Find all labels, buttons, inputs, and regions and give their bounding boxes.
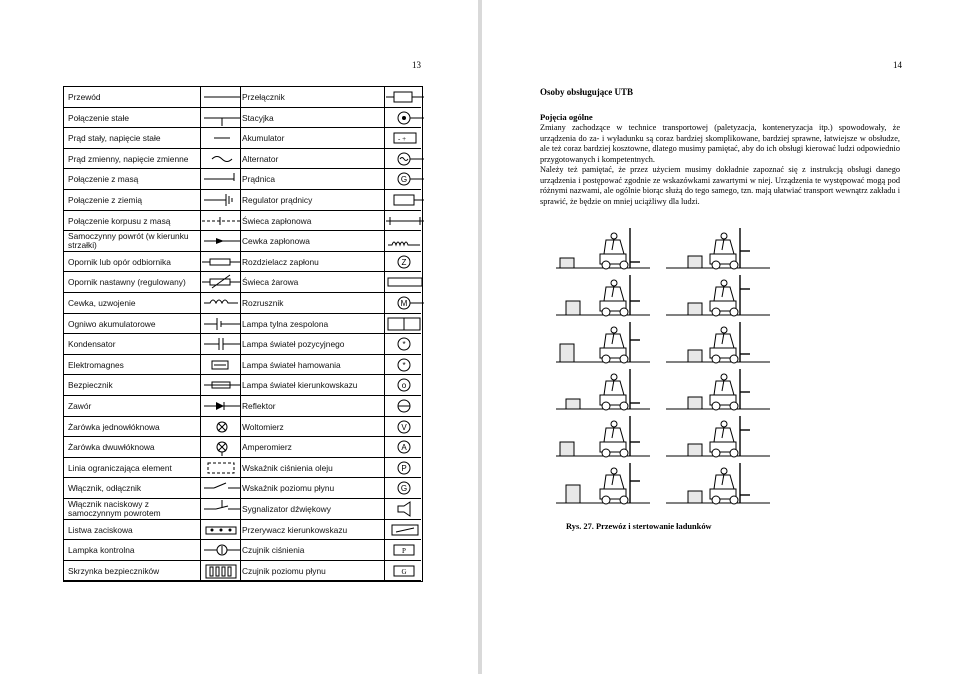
electrical-symbol-icon [384,419,422,435]
symbol-label: Świeca żarowa [242,277,299,288]
svg-text:o: o [401,381,407,391]
load-box [688,256,702,268]
table-row [64,272,421,293]
electrical-symbol-icon [200,130,240,146]
column-divider [240,252,241,272]
column-divider [240,149,241,169]
electrical-symbol-icon [384,151,422,167]
table-row [64,190,421,211]
left-page [0,0,478,674]
column-divider [240,355,241,375]
electrical-symbol-icon [200,316,240,332]
symbol-label: Włącznik naciskowy z samoczynnym powrotem [68,499,161,518]
table-row [64,355,421,376]
load-box [688,303,702,315]
table-row [64,314,421,335]
symbol-label: Żarówka dwuwłóknowa [68,442,155,453]
column-divider [240,437,241,457]
electrical-symbol-icon [384,563,422,579]
electrical-symbol-icon [384,192,422,208]
symbol-label: Linia ograniczająca element [68,462,172,473]
svg-text:P: P [402,547,406,556]
symbol-label: Listwa zaciskowa [68,524,133,535]
section-title: Osoby obsługujące UTB [540,87,634,97]
load-box [566,485,580,503]
electrical-symbol-icon [384,439,422,455]
table-row [64,108,421,129]
svg-text:A: A [401,443,407,453]
symbol-label: Prądnica [242,174,276,185]
load-box [566,399,580,409]
electrical-symbol-icon [384,480,422,496]
table-row [64,499,421,520]
symbol-label: Bezpiecznik [68,380,113,391]
svg-text:*: * [402,360,406,370]
symbol-label: Przewód [68,92,101,102]
svg-text:G: G [400,175,408,185]
symbol-label: Samoczynny powrót (w kierunku strzałki) [68,231,189,251]
column-divider [240,314,241,334]
symbol-label: Prąd zmienny, napięcie zmienne [68,153,189,164]
electrical-symbol-icon [200,501,240,517]
table-row [64,396,421,417]
symbol-label: Przerywacz kierunkowskazu [242,524,348,535]
electrical-symbol-icon [200,192,240,208]
electrical-symbol-icon [384,542,422,558]
electrical-symbol-icon [200,439,240,455]
symbol-label: Włącznik, odłącznik [68,483,142,494]
svg-text:G: G [400,484,408,494]
table-row [64,211,421,232]
symbol-label: Lampa świateł pozycyjnego [242,339,345,350]
symbol-label: Akumulator [242,133,285,144]
table-row [64,149,421,170]
symbol-label: Kondensator [68,339,116,350]
symbol-label: Połączenie z ziemią [68,195,143,205]
electrical-symbol-icon [384,522,422,538]
symbol-label: Skrzynka bezpieczników [68,565,160,576]
symbol-label: Połączenie korpusu z masą [68,215,171,226]
page-number: 14 [893,60,902,70]
paragraph: Należy też pamiętać, że przez użyciem musimy dokładnie zapoznać się z instrukcją obsługi danego urządzenia i postępować zgodnie ze wskazówkami zawartymi w niej. Urządzenia te występować mogą pod różnymi nazwami, ale ogólnie biorąc służą do tego samego, tzn. mają ułatwiać transport wewnątrz zakładu i sprawić, że będzie on mniej uciążliwy dla ludzi. [540,165,900,206]
load-box [560,442,574,456]
electrical-symbol-icon [200,171,240,187]
column-divider [240,520,241,540]
electrical-symbol-icon [384,171,422,187]
electrical-symbol-icon [384,295,422,311]
symbol-label: Rozrusznik [242,298,284,308]
column-divider [240,375,241,395]
electrical-symbol-icon [384,316,422,332]
symbol-label: Lampka kontrolna [68,545,135,556]
electrical-symbol-icon [384,130,422,146]
symbol-label: Lampa tylna zespolona [242,318,329,329]
table-row [64,293,421,314]
paragraph: Zmiany zachodzące w technice transportowej (paletyzacja, konteneryzacja itp.) spowodowały, że urządzenia do za- i wyładunku są coraz bardziej skomplikowane, bardziej sprawne, łatwiejsze w obsłudze, ale też coraz bardziej kosztowne, dlatego musimy pamiętać, aby do ich obsługi kierować ludzi odpowiednio przygotowanych i kompetentnych. [540,123,900,164]
electrical-symbol-icon [200,563,240,579]
electrical-symbol-icon [200,274,240,290]
table-row [64,437,421,458]
electrical-symbol-icon [200,377,240,393]
electrical-symbol-icon [200,89,240,105]
electrical-symbol-icon [200,151,240,167]
column-divider [240,334,241,354]
table-row [64,252,421,273]
symbol-label: Zawór [68,401,92,411]
symbol-label: Opornik lub opór odbiornika [68,256,171,267]
column-divider [240,499,241,519]
table-row [64,561,421,582]
figure-caption: Rys. 27. Przewóz i stertowanie ładunków [566,522,712,531]
table-row [64,334,421,355]
table-row [64,128,421,149]
column-divider [240,211,241,231]
column-divider [240,87,241,107]
load-box [560,344,574,362]
electrical-symbol-icon [200,233,240,249]
symbol-label: Prąd stały, napięcie stałe [68,133,161,144]
electrical-symbol-icon [200,295,240,311]
symbol-label: Cewka zapłonowa [242,236,310,247]
electrical-symbol-icon [384,110,422,126]
electrical-symbol-icon [200,460,240,476]
column-divider [240,293,241,313]
column-divider [240,108,241,128]
symbol-label: Lampa świateł hamowania [242,359,341,370]
symbol-label: Połączenie z masą [68,174,139,185]
electrical-symbol-icon [384,357,422,373]
forklift-illustration [538,222,818,520]
load-box [688,444,702,456]
svg-text:V: V [401,422,407,432]
column-divider [240,540,241,560]
column-divider [240,128,241,148]
table-row [64,520,421,541]
symbol-label: Opornik nastawny (regulowany) [68,277,186,288]
column-divider [240,190,241,210]
svg-text:*: * [402,340,406,350]
svg-text:M: M [400,299,408,308]
column-divider [240,231,241,251]
column-divider [240,561,241,581]
electrical-symbol-icon [384,336,422,352]
electrical-symbol-icon [384,89,422,105]
symbol-label: Lampa świateł kierunkowskazu [242,380,358,391]
electrical-symbol-icon [384,460,422,476]
column-divider [240,169,241,189]
symbol-label: Elektromagnes [68,359,124,370]
section-subtitle: Pojęcia ogólne [540,112,593,122]
symbol-label: Woltomierz [242,421,284,432]
table-row [64,417,421,438]
electrical-symbol-icon [200,398,240,414]
electrical-symbol-icon [384,377,422,393]
electrical-symbol-icon [200,336,240,352]
table-row [64,169,421,190]
load-box [566,301,580,315]
electrical-symbol-icon [200,522,240,538]
symbol-label: Przełącznik [242,92,285,102]
svg-text:G: G [401,567,407,576]
electrical-symbol-icon [384,233,422,249]
symbol-label: Amperomierz [242,442,292,453]
symbol-label: Czujnik poziomu płynu [242,565,326,576]
table-row [64,540,421,561]
load-box [560,258,574,268]
column-divider [240,478,241,498]
symbol-label: Wskaźnik ciśnienia oleju [242,462,333,473]
symbol-label: Rozdzielacz zapłonu [242,256,319,267]
electrical-symbol-icon [200,213,240,229]
electrical-symbol-icon [200,110,240,126]
column-divider [240,417,241,437]
table-row [64,375,421,396]
electrical-symbol-icon [200,254,240,270]
table-row [64,87,421,108]
load-box [688,397,702,409]
column-divider [240,272,241,292]
electrical-symbol-icon [384,274,422,290]
symbol-label: Ogniwo akumulatorowe [68,318,156,329]
symbol-label: Regulator prądnicy [242,195,313,205]
svg-text:- +: - + [398,135,407,144]
electrical-symbol-icon [384,501,422,517]
symbol-label: Alternator [242,153,279,164]
electrical-symbols-table [63,86,423,582]
column-divider [240,396,241,416]
table-row [64,478,421,499]
symbol-label: Cewka, uzwojenie [68,298,136,308]
svg-text:Z: Z [401,257,407,267]
symbol-label: Wskaźnik poziomu płynu [242,483,335,494]
electrical-symbol-icon [384,254,422,270]
right-page [482,0,960,674]
electrical-symbol-icon [200,419,240,435]
electrical-symbol-icon [200,542,240,558]
load-box [688,350,702,362]
table-row [64,231,421,252]
electrical-symbol-icon [200,357,240,373]
electrical-symbol-icon [384,398,422,414]
symbol-label: Sygnalizator dźwiękowy [242,504,331,514]
symbol-label: Świeca zapłonowa [242,215,312,226]
symbol-label: Stacyjka [242,112,274,123]
symbol-label: Reflektor [242,401,276,411]
electrical-symbol-icon [200,480,240,496]
table-row [64,458,421,479]
symbol-label: Połączenie stałe [68,112,129,123]
column-divider [240,458,241,478]
symbol-label: Czujnik ciśnienia [242,545,305,556]
load-box [688,491,702,503]
svg-text:P: P [401,463,407,473]
electrical-symbol-icon [384,213,422,229]
symbol-label: Żarówka jednowłóknowa [68,421,160,432]
page-number: 13 [412,60,421,70]
